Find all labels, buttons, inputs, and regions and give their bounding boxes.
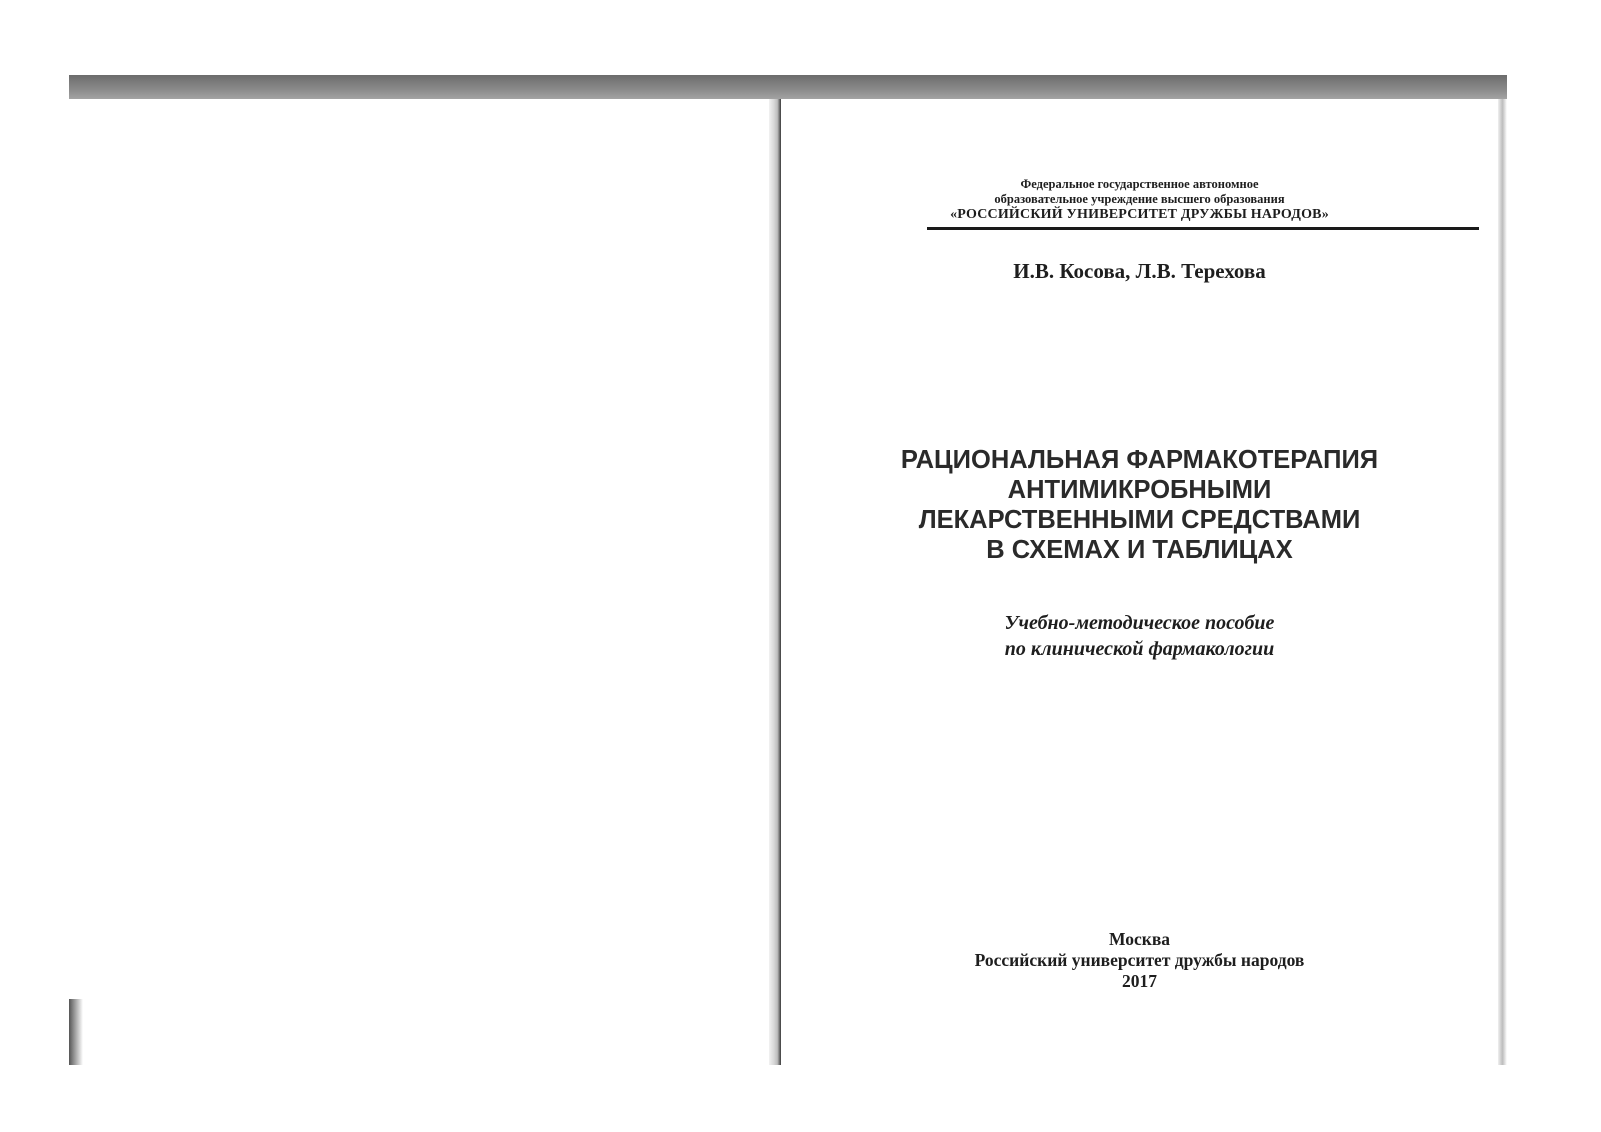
book-gutter xyxy=(769,99,781,1065)
institution-name: «РОССИЙСКИЙ УНИВЕРСИТЕТ ДРУЖБЫ НАРОДОВ» xyxy=(950,207,1329,222)
imprint xyxy=(781,929,1498,992)
book-subtitle xyxy=(781,610,1498,662)
title-line-4: В СХЕМАХ И ТАБЛИЦАХ xyxy=(986,536,1293,564)
subtitle-line-2: по клинической фармакологии xyxy=(1004,638,1275,660)
institution-line-2: образовательное учреждение высшего образования xyxy=(994,192,1285,206)
right-page-edge xyxy=(1498,99,1507,1065)
imprint-city: Москва xyxy=(1108,929,1171,949)
header-rule xyxy=(927,227,1479,230)
book-title xyxy=(781,445,1498,565)
title-page-content xyxy=(781,99,1498,1065)
imprint-publisher: Российский университет дружбы народов xyxy=(974,950,1305,970)
title-page xyxy=(781,99,1498,1065)
authors: И.В. Косова, Л.В. Терехова xyxy=(1013,259,1266,283)
title-line-1: РАЦИОНАЛЬНАЯ ФАРМАКОТЕРАПИЯ xyxy=(900,446,1379,474)
institution-line-1: Федеральное государственное автономное xyxy=(1020,177,1259,191)
imprint-year: 2017 xyxy=(1122,971,1157,991)
title-line-2: АНТИМИКРОБНЫМИ xyxy=(1007,476,1272,504)
left-blank-page xyxy=(69,99,769,1065)
scan-top-shadow xyxy=(69,75,1507,99)
subtitle-line-1: Учебно-методическое пособие xyxy=(1004,612,1275,634)
scanned-book-spread xyxy=(69,75,1507,1065)
institution-header xyxy=(781,177,1498,222)
left-page-edge-shadow xyxy=(69,999,83,1065)
title-line-3: ЛЕКАРСТВЕННЫМИ СРЕДСТВАМИ xyxy=(918,506,1361,534)
